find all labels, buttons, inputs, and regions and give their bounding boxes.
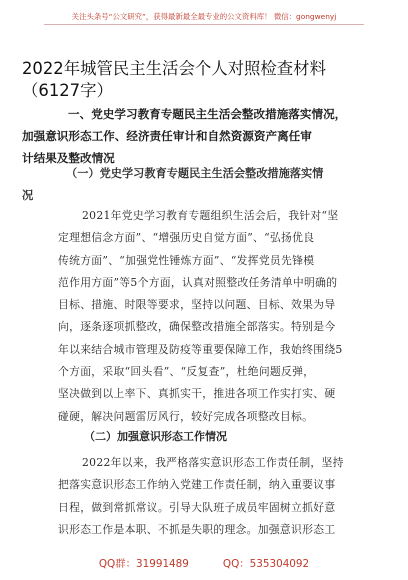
banner-text: 关注头条号“公文研究”，获得最新最全最专业的公文资料库！ 微信：gongwenyj	[71, 12, 337, 21]
banner-divider	[44, 24, 364, 25]
document-title	[22, 58, 392, 102]
title-line-1: 2022年城管民主生活会个人对照检查材料	[22, 59, 326, 78]
subsection-heading-2: （二）加强意识形态工作情况	[84, 430, 227, 443]
paragraph-line: 把落实意识形态工作纳入党建工作责任制，纳入重要议事	[58, 478, 336, 492]
body-paragraph-2	[58, 452, 348, 541]
paragraph-line: 个方面，采取“回头看”、“反复查”，杜绝问题反弹，	[58, 365, 315, 379]
paragraph-line: 目标、措施、时限等要求，坚持以问题、目标、效果为导	[58, 298, 336, 312]
subsection-heading-line: （一）党史学习教育专题民主生活会整改措施落实情	[66, 166, 324, 180]
paragraph-line: 日程，做到常抓常议。引导大队班子成员牢固树立抓好意	[58, 500, 336, 514]
footer-qq: QQ：535304092	[222, 558, 310, 570]
paragraph-line: 定理想信念方面”、“增强历史自觉方面”、“弘扬优良	[58, 231, 315, 245]
paragraph-line: 坚决做到以上率下、真抓实干，推进各项工作实打实、硬	[58, 387, 336, 401]
subsection-heading-line: 况	[22, 188, 34, 202]
paragraph-line: 传统方面”、“加强党性锤炼方面”、“发挥党员先锋模	[58, 253, 315, 267]
subsection-heading-1	[22, 162, 388, 206]
paragraph-line: 范作用方面”等5个方面，认真对照整改任务清单中明确的	[58, 275, 338, 289]
footer-contact	[0, 555, 408, 570]
paragraph-line: 2022年以来，我严格落实意识形态工作责任制，坚持	[82, 456, 344, 469]
paragraph-line: 识形态工作是本职、不抓是失职的理念。加强意识形态工	[58, 522, 336, 536]
paragraph-line: 碰硬，解决问题雷厉风行，较好完成各项整改目标。	[58, 409, 314, 423]
section-heading-line: 计结果及整改情况	[22, 151, 115, 165]
paragraph-line: 2021年党史学习教育专题组织生活会后，我针对“坚	[82, 209, 339, 222]
paragraph-line: 向，逐条逐项抓整改，确保整改措施全部落实。特别是今	[58, 320, 336, 334]
paragraph-line: 年以来结合城市管理及防疫等重要保障工作，我始终围绕5	[58, 342, 343, 356]
title-line-2: （6127字）	[22, 81, 113, 100]
section-heading-line: 一、党史学习教育专题民主生活会整改措施落实情况，	[68, 107, 347, 121]
section-heading-1	[22, 103, 388, 169]
footer-qq-group: QQ群：31991489	[98, 558, 189, 570]
section-heading-line: 加强意识形态工作、经济责任审计和自然资源资产离任审	[22, 129, 312, 143]
body-paragraph-1	[58, 205, 348, 428]
header-banner	[0, 0, 408, 38]
